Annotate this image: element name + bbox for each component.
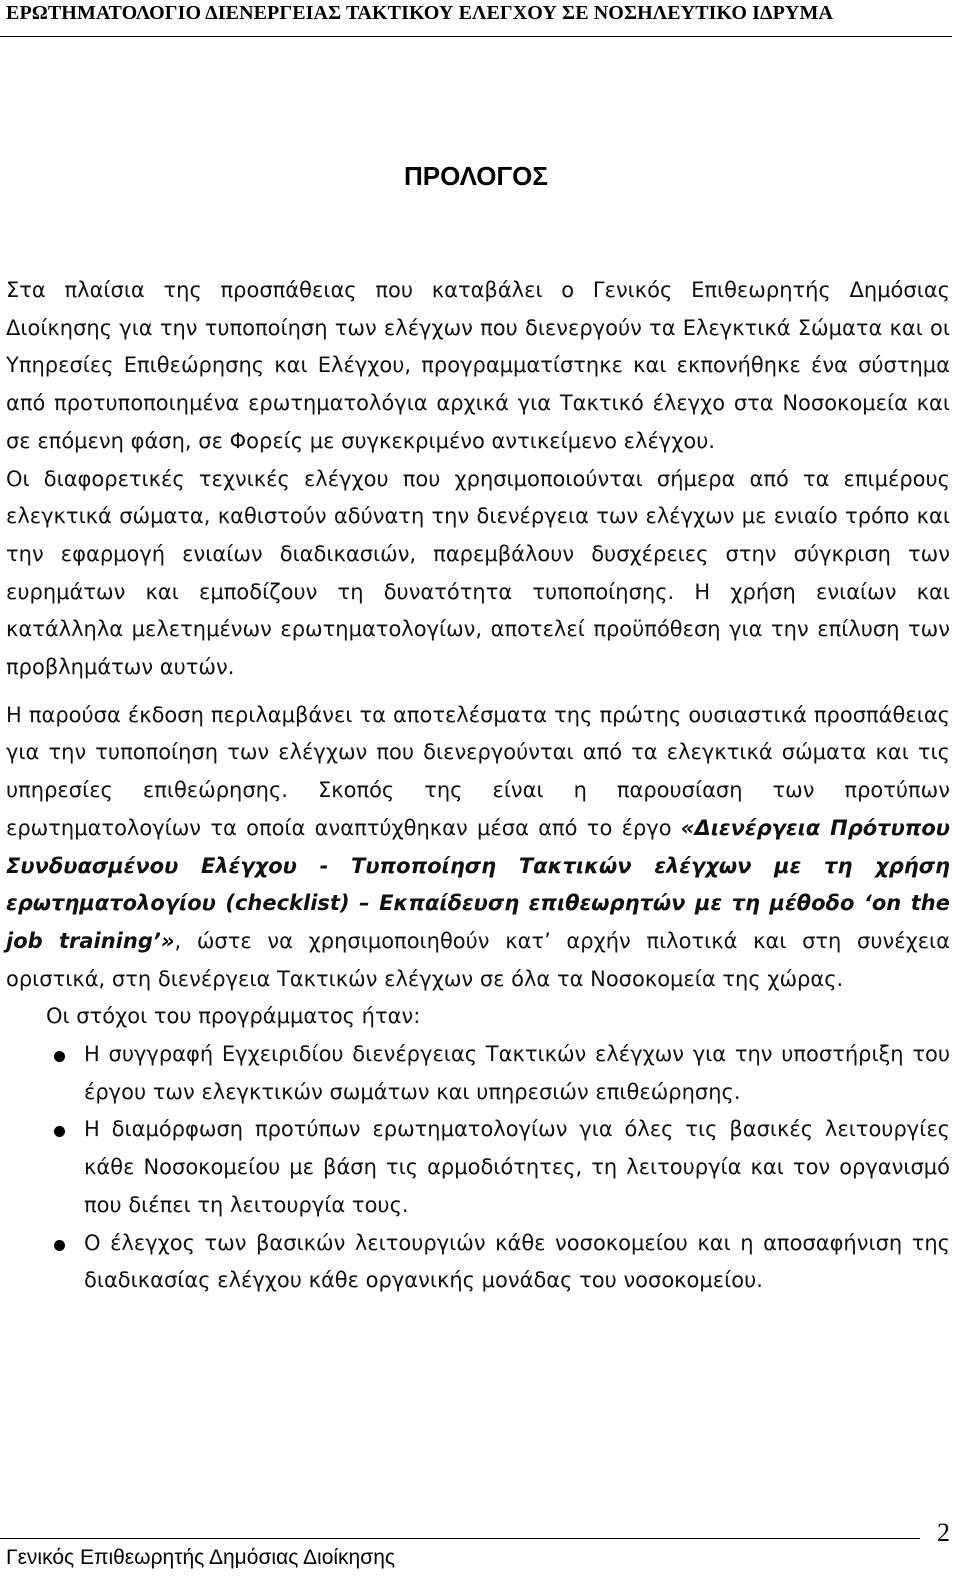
page-header-title: ΕΡΩΤΗΜΑΤΟΛΟΓΙΟ ΔΙΕΝΕΡΓΕΙΑΣ ΤΑΚΤΙΚΟΥ ΕΛΕΓΧΟΥ ΣΕ ΝΟΣΗΛΕΥΤΙΚΟ ΙΔΡΥΜΑ — [6, 2, 833, 24]
list-item — [6, 1225, 950, 1300]
goals-intro: Οι στόχοι του προγράμματος ήταν: — [46, 1004, 421, 1029]
bullet-icon — [54, 1126, 65, 1137]
paragraph-techniques: Οι διαφορετικές τεχνικές ελέγχου που χρησιμοποιούνται σήμερα από τα επιμέρους ελεγκτικά σώματα, καθιστούν αδύνατη την διενέργεια των ελέγχων με ενιαίο τρόπο και την εφαρμογή ενιαίων διαδικασιών, παρεμβάλουν δυσχέρειες στην σύγκριση των ευρημάτων και εμποδίζουν τη δυνατότητα τυποποίησης. Η χρήση ενιαίων και κατάλληλα μελετημένων ερωτηματολογίων, αποτελεί προϋπόθεση για την επίλυση των προβλημάτων αυτών. — [6, 466, 950, 680]
bullet-icon — [54, 1051, 65, 1062]
project-title: «Διενέργεια Πρότυπου Συνδυασμένου Ελέγχου - Τυποποίηση Τακτικών ελέγχων με τη χρήση ερωτηματολογίου (checklist) – Εκπαίδευση επιθεωρητών με τη μέθοδο ‘on the job training’» — [6, 815, 950, 953]
goals-list — [6, 1036, 950, 1300]
bullet-icon — [54, 1240, 65, 1251]
document-body — [6, 272, 950, 1300]
header-rule — [0, 36, 952, 37]
paragraph-edition — [6, 697, 950, 999]
paragraph-edition-start: Η παρούσα έκδοση περιλαμβάνει τα αποτελέσματα της πρώτης ουσιαστικά προσπάθειας για την τυποποίηση των ελέγχων που διενεργούνται από τα ελεγκτικά σώματα και τις υπηρεσίες επιθεώρησης. Σκοπός της είναι η παρουσίαση των προτύπων ερωτηματολογίων τα οποία αναπτύχθηκαν μέσα από το έργο — [6, 702, 950, 840]
paragraph-edition-end: , ώστε να χρησιμοποιηθούν κατ’ αρχήν πιλοτικά και στη συνέχεια οριστικά, στη διενέργεια Τακτικών ελέγχων σε όλα τα Νοσοκομεία της χώρας. — [6, 928, 950, 991]
list-item — [6, 1036, 950, 1111]
page-number: 2 — [937, 1518, 950, 1547]
goal-text: Ο έλεγχος των βασικών λειτουργιών κάθε νοσοκομείου και η αποσαφήνιση της διαδικασίας ελέγχου κάθε οργανικής μονάδας του νοσοκομείου. — [84, 1230, 950, 1293]
goal-text: Η διαμόρφωση προτύπων ερωτηματολογίων για όλες τις βασικές λειτουργίες κάθε Νοσοκομείου με βάση τις αρμοδιότητες, τη λειτουργία και τον οργανισμό που διέπει τη λειτουργία τους. — [84, 1117, 950, 1217]
section-title: ΠΡΟΛΟΓΟΣ — [404, 161, 548, 191]
page-footer: Γενικός Επιθεωρητής Δημόσιας Διοίκησης — [6, 1546, 395, 1569]
footer-rule — [0, 1538, 920, 1539]
list-item — [6, 1111, 950, 1224]
paragraph-intro: Στα πλαίσια της προσπάθειας που καταβάλει ο Γενικός Επιθεωρητής Δημόσιας Διοίκησης για την τυποποίηση των ελέγχων που διενεργούν τα Ελεγκτικά Σώματα και οι Υπηρεσίες Επιθεώρησης και Ελέγχου, προγραμματίστηκε και εκπονήθηκε ένα σύστημα από προτυποποιημένα ερωτηματολόγια αρχικά για Τακτικό έλεγχο στα Νοσοκομεία και σε επόμενη φάση, σε Φορείς με συγκεκριμένο αντικείμενο ελέγχου. — [6, 278, 950, 453]
goal-text: Η συγγραφή Εγχειριδίου διενέργειας Τακτικών ελέγχων για την υποστήριξη του έργου των ελεγκτικών σωμάτων και υπηρεσιών επιθεώρησης. — [84, 1042, 950, 1104]
